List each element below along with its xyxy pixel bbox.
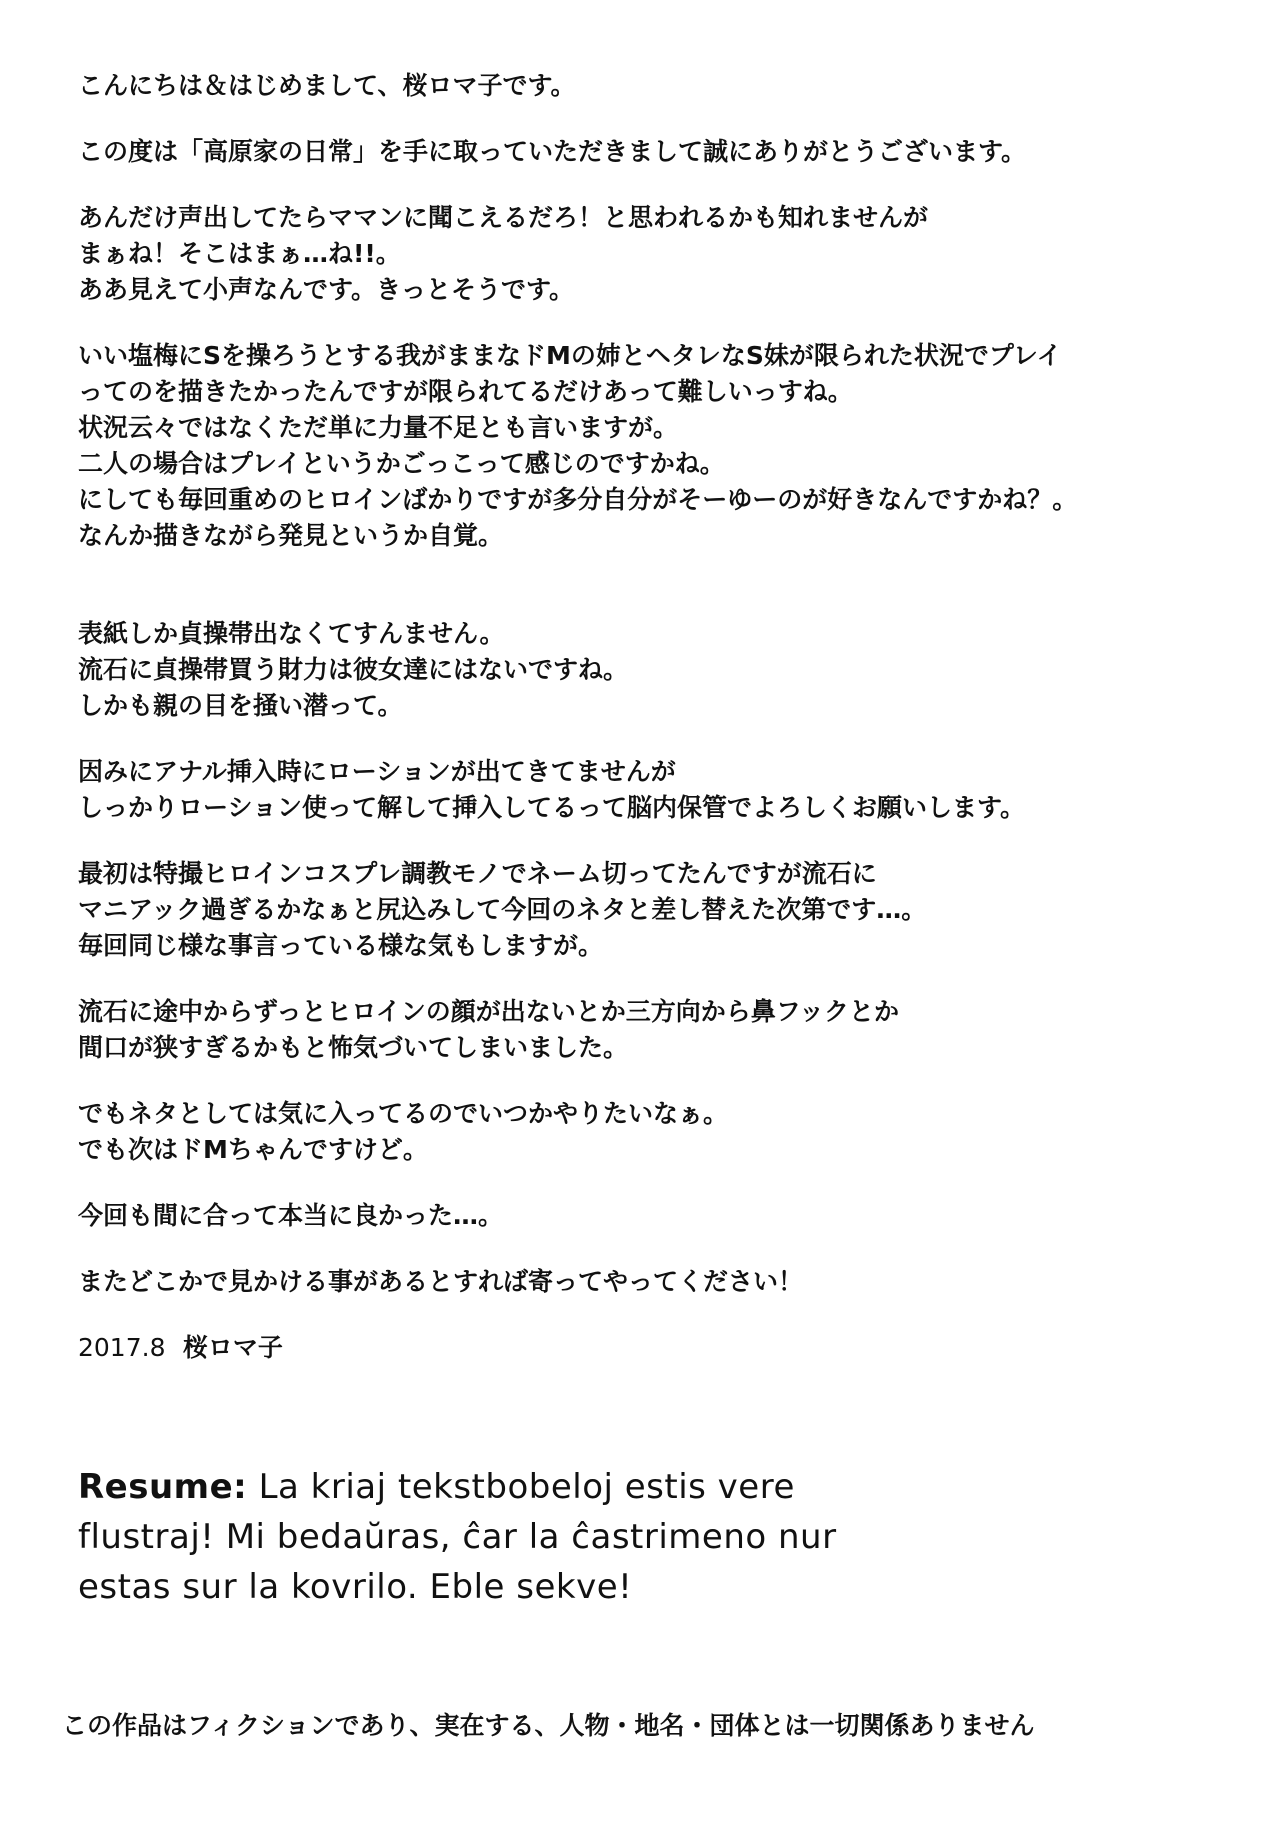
paragraph: [78, 200, 1228, 308]
paragraph: [78, 1096, 1228, 1168]
text-line: 今回も間に合って本当に良かった…。: [78, 1201, 504, 1230]
paragraph: [78, 1198, 1228, 1234]
paragraph: [78, 68, 1228, 104]
text-line: あんだけ声出してたらママンに聞こえるだろ！と思われるかも知れませんが: [78, 203, 929, 232]
paragraph: [78, 856, 1228, 964]
text-line: でもネタとしては気に入ってるのでいつかやりたいなぁ。: [78, 1099, 729, 1128]
text-line: しっかりローション使って解して挿入してるって脳内保管でよろしくお願いします。: [78, 793, 1026, 822]
resume-line: flustraj! Mi bedaŭras, ĉar la ĉastrimeno nur: [78, 1517, 837, 1557]
signature-author: 桜ロマ子: [182, 1333, 283, 1362]
paragraph: [78, 994, 1228, 1066]
afterword-text: [78, 68, 1228, 1366]
translator-resume: [78, 1462, 1228, 1612]
resume-line: La kriaj tekstbobeloj estis vere: [258, 1467, 795, 1507]
text-line: 二人の場合はプレイというかごっこって感じのですかね。: [78, 449, 725, 478]
text-line: こんにちは＆はじめまして、桜ロマ子です。: [78, 71, 576, 100]
text-line: 流石に貞操帯買う財力は彼女達にはないですね。: [78, 655, 629, 684]
paragraph: [78, 754, 1228, 826]
signature: [78, 1330, 1228, 1366]
paragraph: [78, 338, 1228, 554]
resume-label: Resume:: [78, 1467, 248, 1507]
resume-line: estas sur la kovrilo. Eble sekve!: [78, 1567, 633, 1607]
text-line: またどこかで見かける事があるとすれば寄ってやってください！: [78, 1267, 804, 1296]
text-line: にしても毎回重めのヒロインばかりですが多分自分がそーゆーのが好きなんですかね？。: [78, 485, 1078, 514]
text-line: この度は「高原家の日常」を手に取っていただきまして誠にありがとうございます。: [78, 137, 1027, 166]
text-line: まぁね！そこはまぁ…ね!!。: [78, 239, 401, 268]
text-line: 最初は特撮ヒロインコスプレ調教モノでネーム切ってたんですが流石に: [78, 859, 877, 888]
text-line: ああ見えて小声なんです。きっとそうです。: [78, 275, 575, 304]
paragraph: [78, 616, 1228, 724]
text-line: 状況云々ではなくただ単に力量不足とも言いますが。: [78, 413, 679, 442]
text-line: ってのを描きたかったんですが限られてるだけあって難しいっすね。: [78, 377, 853, 406]
fiction-disclaimer: この作品はフィクションであり、実在する、人物・地名・団体とは一切関係ありません: [62, 1711, 1035, 1740]
text-line: でも次はドMちゃんですけど。: [78, 1135, 428, 1164]
text-line: 毎回同じ様な事言っている様な気もしますが。: [78, 931, 604, 960]
text-line: マニアック過ぎるかなぁと尻込みして今回のネタと差し替えた次第です…。: [78, 895, 927, 924]
text-line: なんか描きながら発見というか自覚。: [78, 521, 504, 550]
paragraph: [78, 1264, 1228, 1300]
text-line: 間口が狭すぎるかもと怖気づいてしまいました。: [78, 1033, 629, 1062]
text-line: 表紙しか貞操帯出なくてすんません。: [78, 619, 505, 648]
paragraph: [78, 134, 1228, 170]
text-line: 流石に途中からずっとヒロインの顔が出ないとか三方向から鼻フックとか: [78, 997, 900, 1026]
text-line: しかも親の目を掻い潜って。: [78, 691, 403, 720]
text-line: いい塩梅にSを操ろうとする我がままなドMの姉とヘタレなS妹が限られた状況でプレイ: [78, 341, 1062, 370]
signature-date: 2017.8: [78, 1333, 166, 1362]
text-line: 因みにアナル挿入時にローションが出てきてませんが: [78, 757, 676, 786]
